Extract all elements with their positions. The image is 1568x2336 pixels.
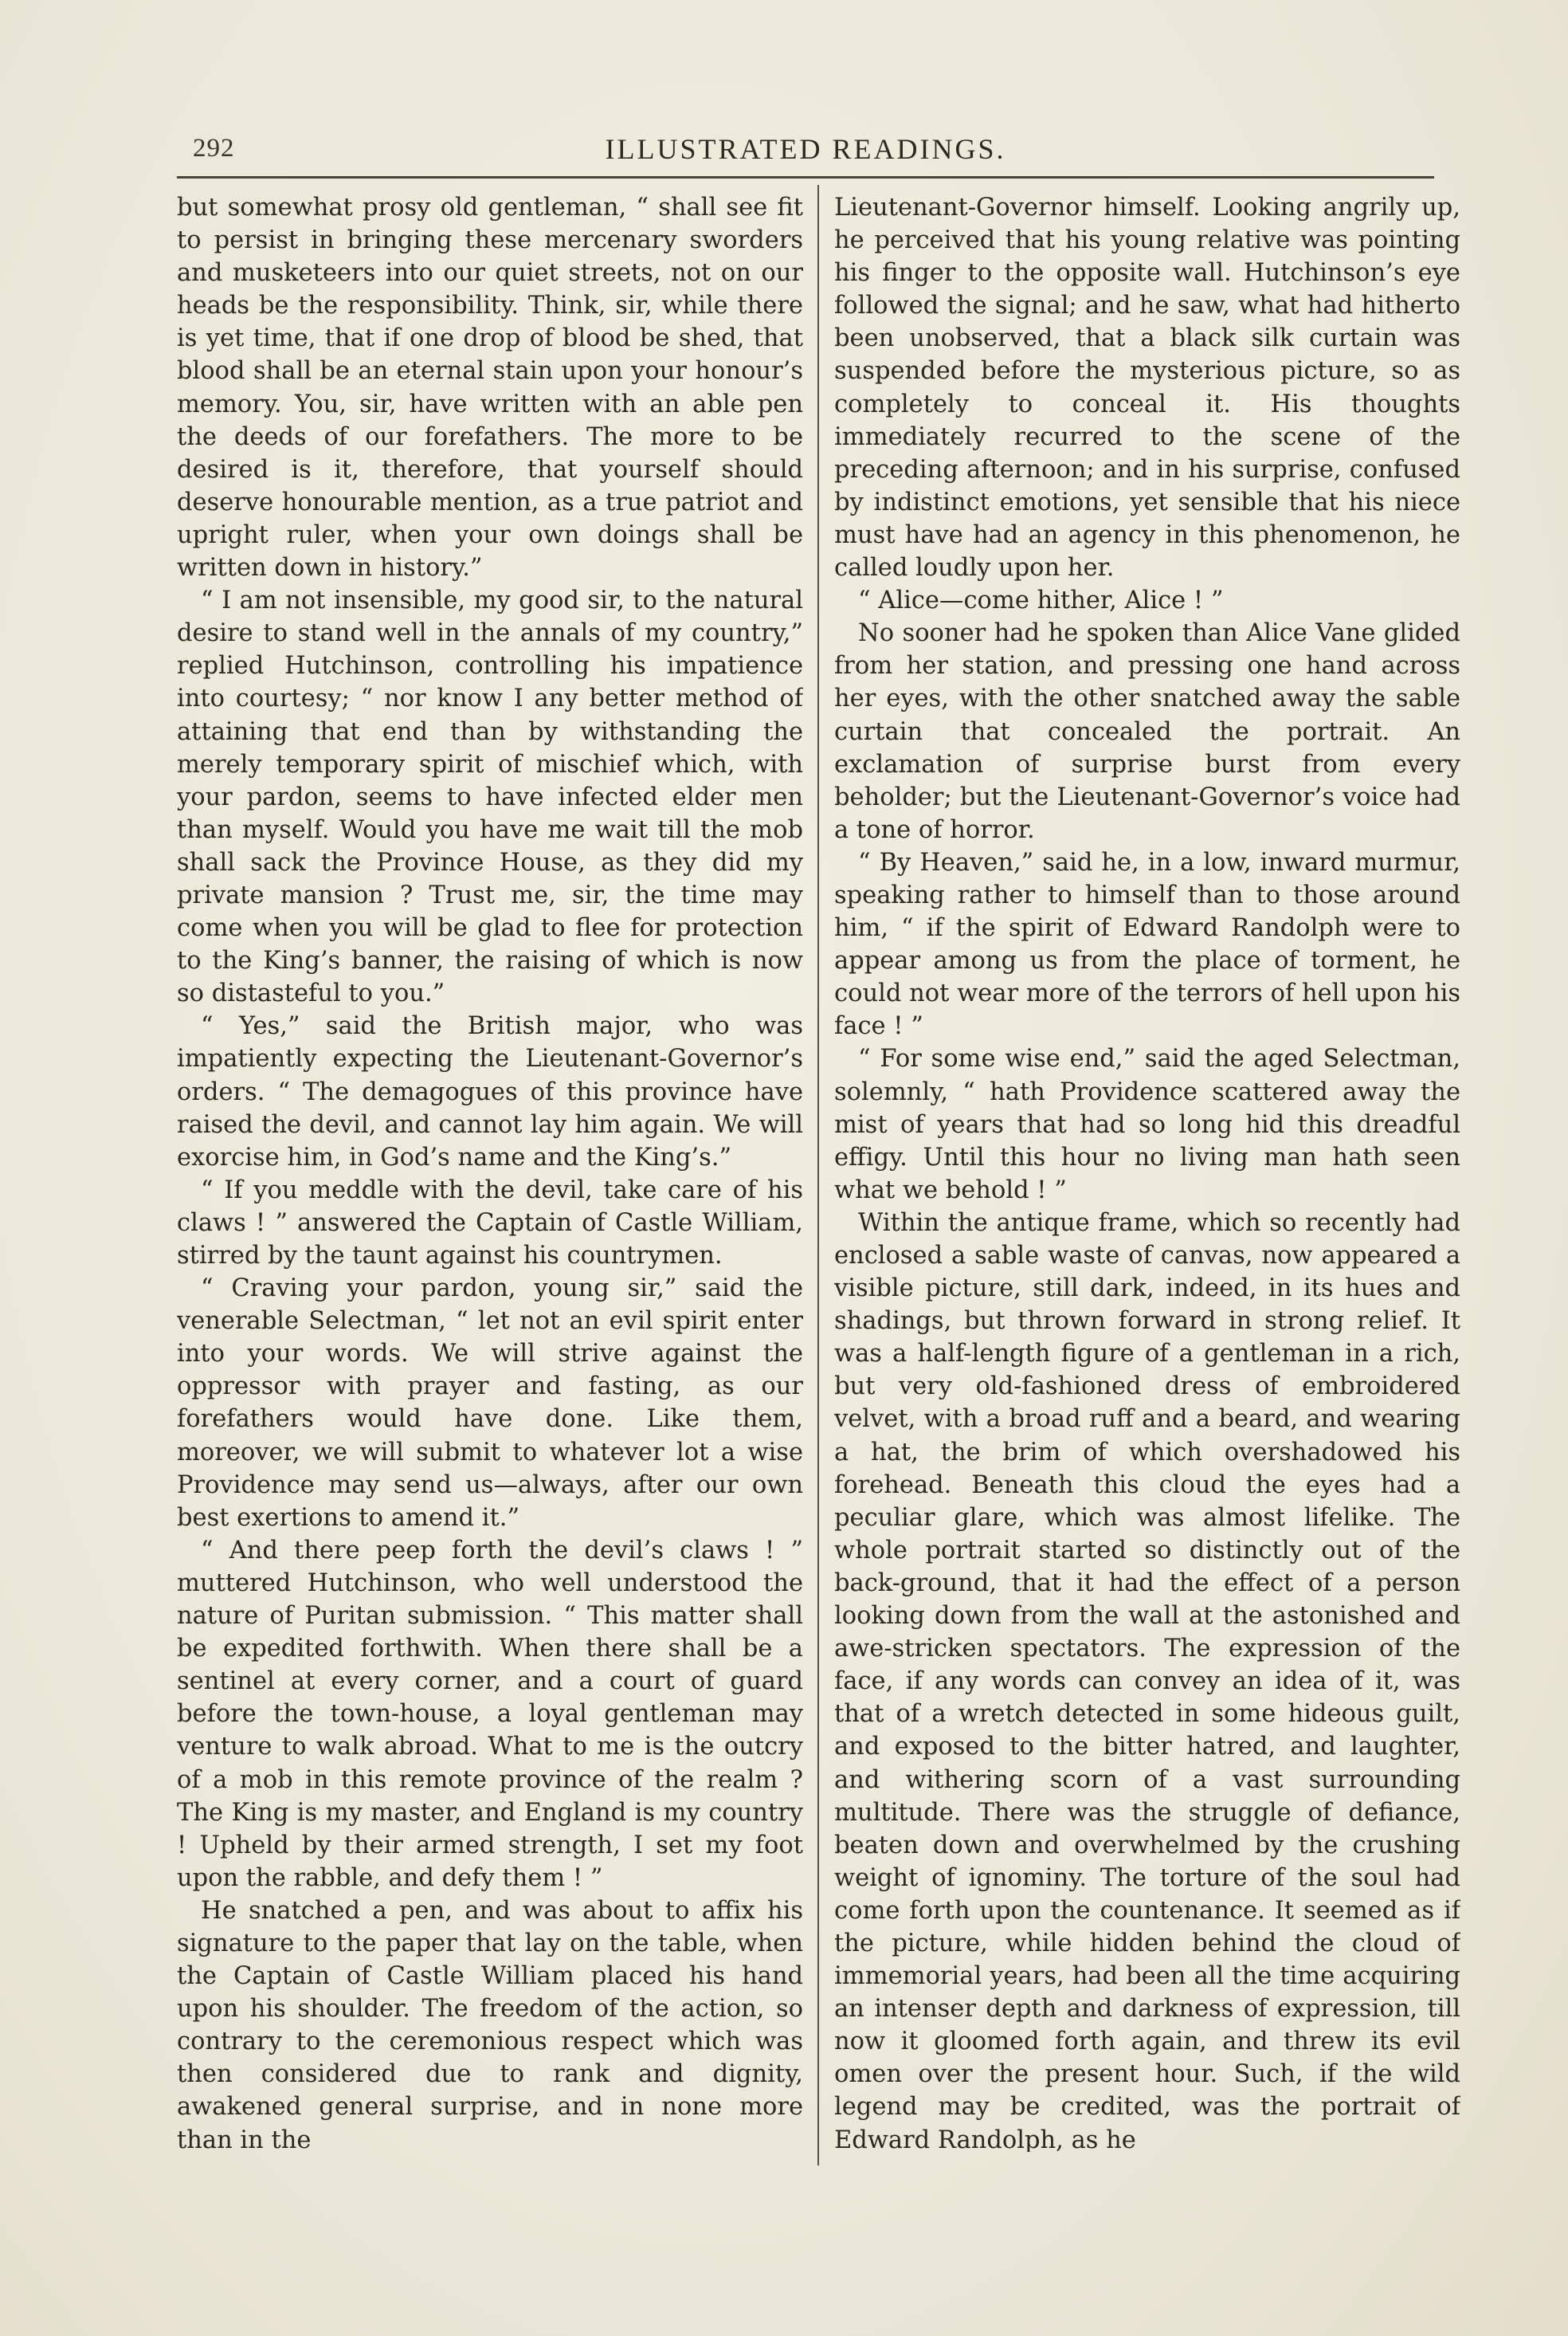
paragraph: He snatched a pen, and was about to affix his signature to the paper that lay on the table, when the Captain of Castle William placed his hand upon his shoulder. The freedom of the action, so contrary to the ceremonious respect which was then considered due to rank and dignity, awakened general surprise, and in none more than in the	[177, 1896, 803, 2152]
right-column	[834, 191, 1460, 2152]
paragraph: “ And there peep forth the devil’s claws ! ” muttered Hutchinson, who well understood the nature of Puritan submission. “ This matter shall be expedited forthwith. When there shall be a sentinel at every corner, and a court of guard before the town-house, a loyal gentleman may venture to walk abroad. What to me is the outcry of a mob in this remote province of the realm ? The King is my master, and England is my country ! Upheld by their armed strength, I set my foot upon the rabble, and defy them ! ”	[177, 1536, 803, 1892]
left-column	[177, 191, 803, 2152]
paragraph: “ Craving your pardon, young sir,” said the venerable Selectman, “ let not an evil spirit enter into your words. We will strive against the oppressor with prayer and fasting, as our forefathers would have done. Like them, moreover, we will submit to whatever lot a wise Providence may send us—always, after our own best exertions to amend it.”	[177, 1274, 803, 1532]
paragraph: but somewhat prosy old gentleman, “ shall see fit to persist in bringing these mercenary sworders and musketeers into our quiet streets, not on our heads be the responsibility. Think, sir, while there is yet time, that if one drop of blood be shed, that blood shall be an eternal stain upon your honour’s memory. You, sir, have written with an able pen the deeds of our forefathers. The more to be desired is it, therefore, that yourself should deserve honourable mention, as a true patriot and upright ruler, when your own doings shall be written down in history.”	[177, 194, 803, 583]
page-number: 292	[193, 134, 235, 163]
header-rule	[177, 176, 1434, 179]
paragraph: “ I am not insensible, my good sir, to the natural desire to stand well in the annals of my country,” replied Hutchinson, controlling his impatience into courtesy; “ nor know I any better method of attaining that end than by withstanding the merely temporary spirit of mischief which, with your pardon, seems to have infected elder men than myself. Would you have me wait till the mob shall sack the Province House, as they did my private mansion ? Trust me, sir, the time may come when you will be glad to flee for protection to the King’s banner, the raising of which is now so distasteful to you.”	[177, 587, 803, 1008]
paragraph: “ If you meddle with the devil, take care of his claws ! ” answered the Captain of Castle William, stirred by the taunt against his countrymen.	[177, 1176, 803, 1270]
paragraph: “ Yes,” said the British major, who was impatiently expecting the Lieutenant-Governor’s orders. “ The demagogues of this province have raised the devil, and cannot lay him again. We will exorcise him, in God’s name and the King’s.”	[177, 1012, 803, 1172]
paragraph: “ For some wise end,” said the aged Selectman, solemnly, “ hath Providence scattered away the mist of years that had so long hid this dreadful effigy. Until this hour no living man hath seen what we behold ! ”	[834, 1045, 1460, 1204]
paragraph: No sooner had he spoken than Alice Vane glided from her station, and pressing one hand across her eyes, with the other snatched away the sable curtain that concealed the portrait. An exclamation of surprise burst from every beholder; but the Lieutenant-Governor’s voice had a tone of horror.	[834, 619, 1460, 844]
column-divider	[817, 185, 819, 2165]
running-title: ILLUSTRATED READINGS.	[605, 133, 1006, 165]
page-header	[177, 132, 1434, 172]
paragraph: “ By Heaven,” said he, in a low, inward murmur, speaking rather to himself than to those around him, “ if the spirit of Edward Randolph were to appear among us from the place of torment, he could not wear more of the terrors of hell upon his face ! ”	[834, 848, 1460, 1041]
paragraph: “ Alice—come hither, Alice ! ”	[858, 587, 1224, 615]
paragraph: Within the antique frame, which so recently had enclosed a sable waste of canvas, now appeared a visible picture, still dark, indeed, in its hues and shadings, but thrown forward in strong relief. It was a half-length figure of a gentleman in a rich, but very old-fashioned dress of embroidered velvet, with a broad ruff and a beard, and wearing a hat, the brim of which overshadowed his forehead. Beneath this cloud the eyes had a peculiar glare, which was almost lifelike. The whole portrait started so distinctly out of the back-ground, that it had the effect of a person looking down from the wall at the astonished and awe-stricken spectators. The expression of the face, if any words can convey an idea of it, was that of a wretch detected in some hideous guilt, and exposed to the bitter hatred, and laughter, and withering scorn of a vast surrounding multitude. There was the struggle of defiance, beaten down and overwhelmed by the crushing weight of ignominy. The torture of the soul had come forth upon the countenance. It seemed as if the picture, while hidden behind the cloud of immemorial years, had been all the time acquiring an intenser depth and darkness of expression, till now it gloomed forth again, and threw its evil omen over the present hour. Such, if the wild legend may be credited, was the portrait of Edward Randolph, as he	[834, 1208, 1460, 2152]
paragraph: Lieutenant-Governor himself. Looking angrily up, he perceived that his young relative was pointing his finger to the opposite wall. Hutchinson’s eye followed the signal; and he saw, what had hitherto been unobserved, that a black silk curtain was suspended before the mysterious picture, so as completely to conceal it. His thoughts immediately recurred to the scene of the preceding afternoon; and in his surprise, confused by indistinct emotions, yet sensible that his niece must have had an agency in this phenomenon, he called loudly upon her.	[834, 194, 1460, 583]
